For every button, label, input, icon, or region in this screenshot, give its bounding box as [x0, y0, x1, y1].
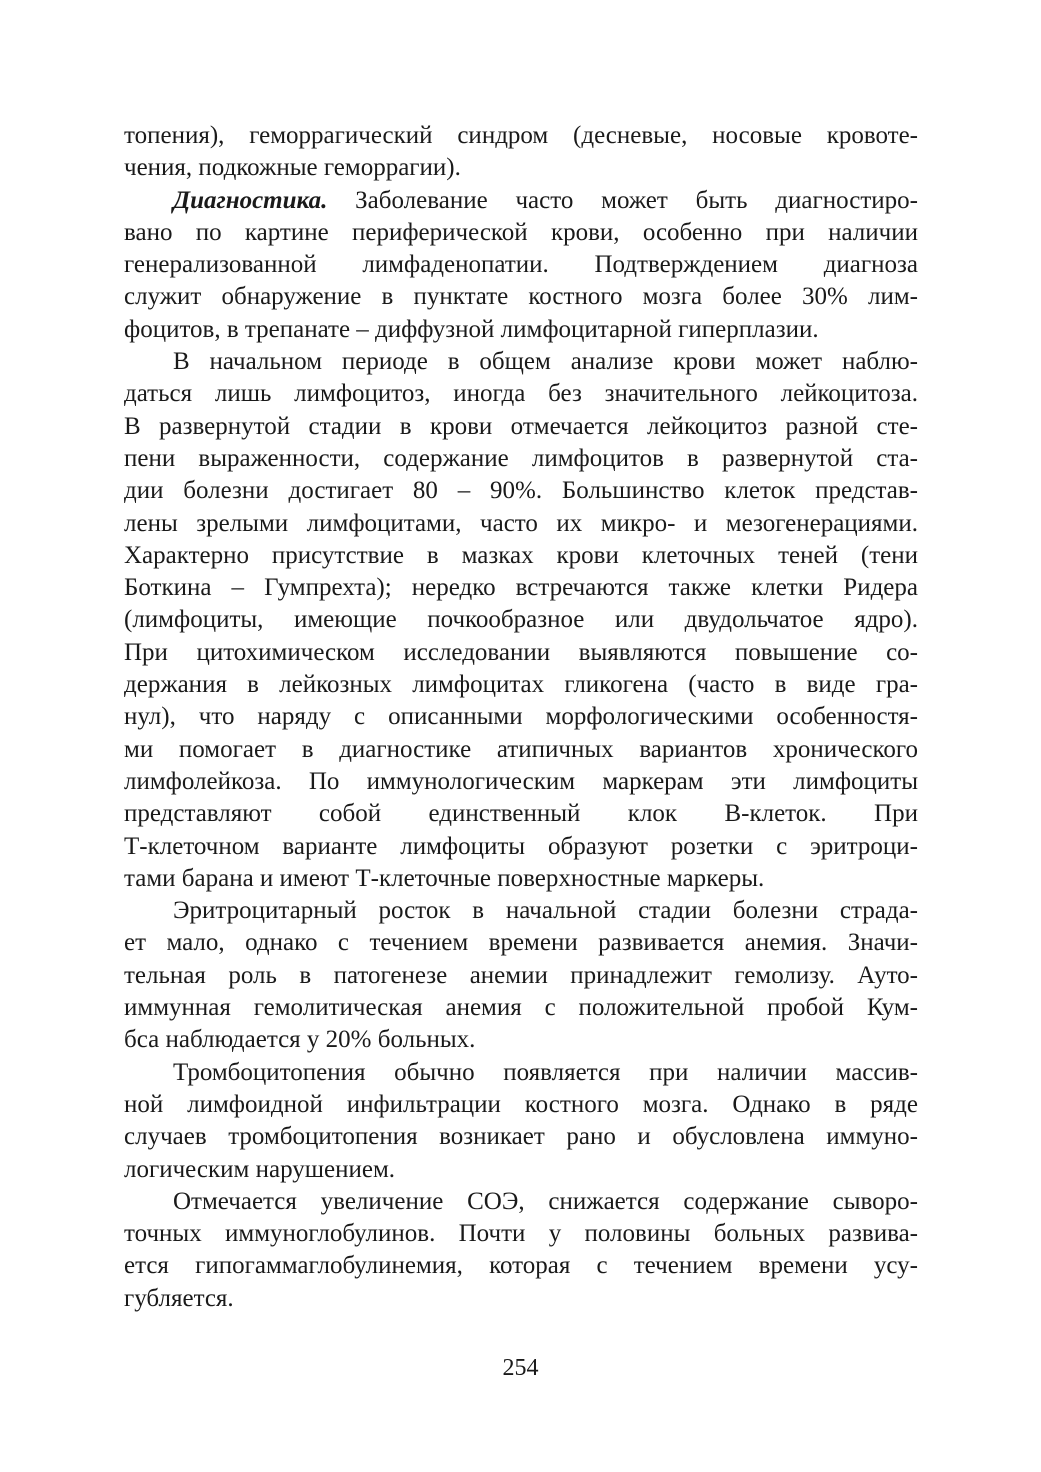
text-line: представляют собой единственный клок В-клеток. При [124, 800, 918, 828]
text-line: точных иммуноглобулинов. Почти у половины больных развива- [124, 1220, 918, 1248]
paragraph [124, 120, 918, 185]
text-line: ет мало, однако с течением времени развивается анемия. Значи- [124, 929, 918, 957]
paragraph [124, 1057, 918, 1186]
text-line: (лимфоциты, имеющие почкообразное или двудольчатое ядро). [124, 606, 918, 634]
text-line: случаев тромбоцитопения возникает рано и обусловлена иммуно- [124, 1123, 918, 1151]
page-number: 254 [502, 1355, 539, 1381]
text-line: ми помогает в диагностике атипичных вариантов хронического [124, 735, 918, 763]
text-line: Эритроцитарный росток в начальной стадии болезни страда- [173, 897, 918, 925]
page-body [124, 120, 918, 1315]
text-line: Характерно присутствие в мазках крови клеточных теней (тени [124, 541, 918, 569]
text-line: лены зрелыми лимфоцитами, часто их микро- и мезогенерациями. [124, 509, 918, 537]
text-line: тельная роль в патогенезе анемии принадлежит гемолизу. Ауто- [124, 961, 918, 989]
text-line: служит обнаружение в пунктате костного мозга более 30% лим- [124, 283, 918, 311]
text-line: чения, подкожные геморрагии). [124, 154, 461, 182]
text-line: губляется. [124, 1284, 234, 1312]
text-line: даться лишь лимфоцитоз, иногда без значительного лейкоцитоза. [124, 380, 918, 408]
text-line-rest: Заболевание часто может быть диагностиро- [327, 186, 918, 214]
text-line: иммунная гемолитическая анемия с положительной пробой Кум- [124, 994, 918, 1022]
text-line [124, 185, 918, 217]
text-line: бса наблюдается у 20% больных. [124, 1026, 476, 1054]
text-line: тами барана и имеют Т-клеточные поверхностные маркеры. [124, 864, 765, 892]
text-line: лимфолейкоза. По иммунологическим маркерам эти лимфоциты [124, 767, 918, 795]
text-line: топения), геморрагический синдром (десневые, носовые кровоте- [124, 122, 918, 149]
text-line: генерализованной лимфаденопатии. Подтверждением диагноза [124, 251, 918, 279]
text-line: пени выраженности, содержание лимфоцитов в развернутой ста- [124, 444, 918, 472]
paragraph-diagnostics [124, 185, 918, 346]
text-line: Тромбоцитопения обычно появляется при наличии массив- [173, 1058, 918, 1086]
paragraph [124, 895, 918, 1056]
text-line: вано по картине периферической крови, особенно при наличии [124, 218, 918, 246]
text-line: Т-клеточном варианте лимфоциты образуют розетки с эритроци- [124, 832, 918, 860]
text-line: ется гипогаммаглобулинемия, которая с течением времени усу- [124, 1252, 918, 1280]
paragraph [124, 1186, 918, 1315]
text-line: дии болезни достигает 80 – 90%. Большинство клеток представ- [124, 477, 918, 505]
text-line: В развернутой стадии в крови отмечается лейкоцитоз разной сте- [124, 412, 918, 440]
text-line: В начальном периоде в общем анализе крови может наблю- [173, 348, 918, 376]
text-line: При цитохимическом исследовании выявляются повышение со- [124, 638, 918, 666]
paragraph [124, 346, 918, 895]
section-heading: Диагностика. [173, 186, 328, 214]
text-line: держания в лейкозных лимфоцитах гликогена (часто в виде гра- [124, 671, 918, 699]
text-line: фоцитов, в трепанате – диффузной лимфоцитарной гиперплазии. [124, 315, 819, 343]
text-line: ной лимфоидной инфильтрации костного мозга. Однако в ряде [124, 1090, 918, 1118]
text-line: Отмечается увеличение СОЭ, снижается содержание сыворо- [173, 1187, 918, 1215]
text-line: логическим нарушением. [124, 1155, 396, 1183]
text-line: Боткина – Гумпрехта); нередко встречаются также клетки Ридера [124, 574, 918, 602]
text-line: нул), что наряду с описанными морфологическими особенностя- [124, 703, 918, 731]
